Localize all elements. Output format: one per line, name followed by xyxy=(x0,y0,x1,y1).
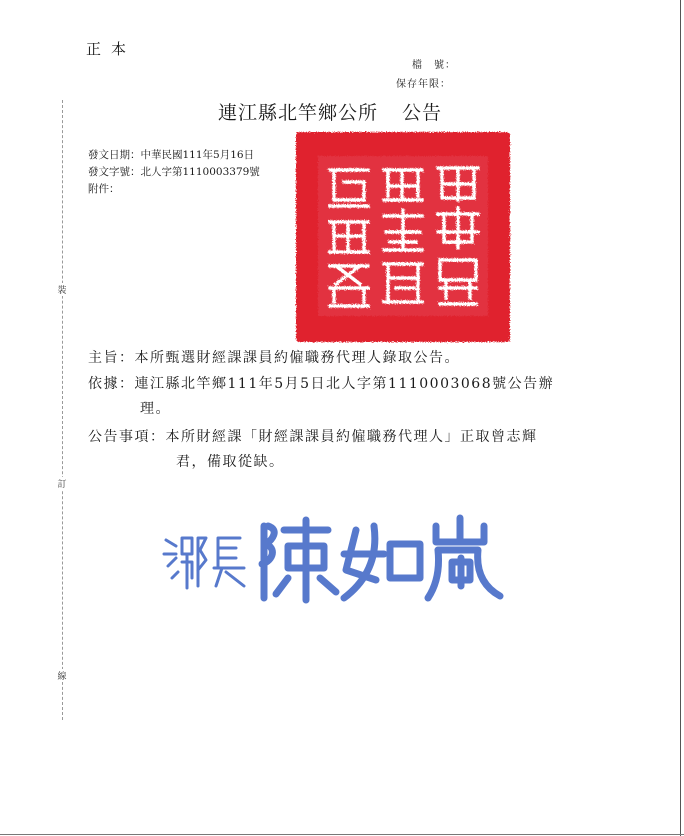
announcement-subject: 主旨：本所甄選財經課課員約僱職務代理人錄取公告。 xyxy=(88,350,460,366)
attachment-label: 附件： xyxy=(88,183,120,195)
copy-mark: 正本 xyxy=(86,40,137,58)
announcement-item: 公告事項：本所財經課「財經課課員約僱職務代理人」正取曾志輝 xyxy=(88,429,538,445)
announcement-basis: 依據：連江縣北竿鄉111年5月5日北人字第1110003068號公告辦 xyxy=(88,376,555,392)
issue-date: 發文日期：中華民國111年5月16日 xyxy=(88,149,255,161)
document-title xyxy=(218,98,442,125)
file-number-label: 檔 號： xyxy=(412,60,456,71)
issuing-office: 連江縣北竿鄉公所 xyxy=(218,102,379,124)
retention-period-label: 保存年限： xyxy=(396,79,451,90)
binding-line xyxy=(62,100,63,720)
binding-mark-line: 線 xyxy=(55,669,69,682)
document-type: 公告 xyxy=(402,102,443,124)
page-edge-right xyxy=(680,0,681,836)
announcement-basis-cont: 理。 xyxy=(140,401,171,417)
mayor-signature xyxy=(160,508,510,608)
binding-mark-bind: 裝 xyxy=(55,283,69,296)
announcement-item-cont: 君，備取從缺。 xyxy=(176,454,285,470)
document-reference-number: 發文字號：北人字第1110003379號 xyxy=(88,166,260,178)
binding-mark-staple: 訂 xyxy=(55,477,69,490)
official-seal xyxy=(292,128,514,346)
page-edge-bottom xyxy=(0,834,684,835)
